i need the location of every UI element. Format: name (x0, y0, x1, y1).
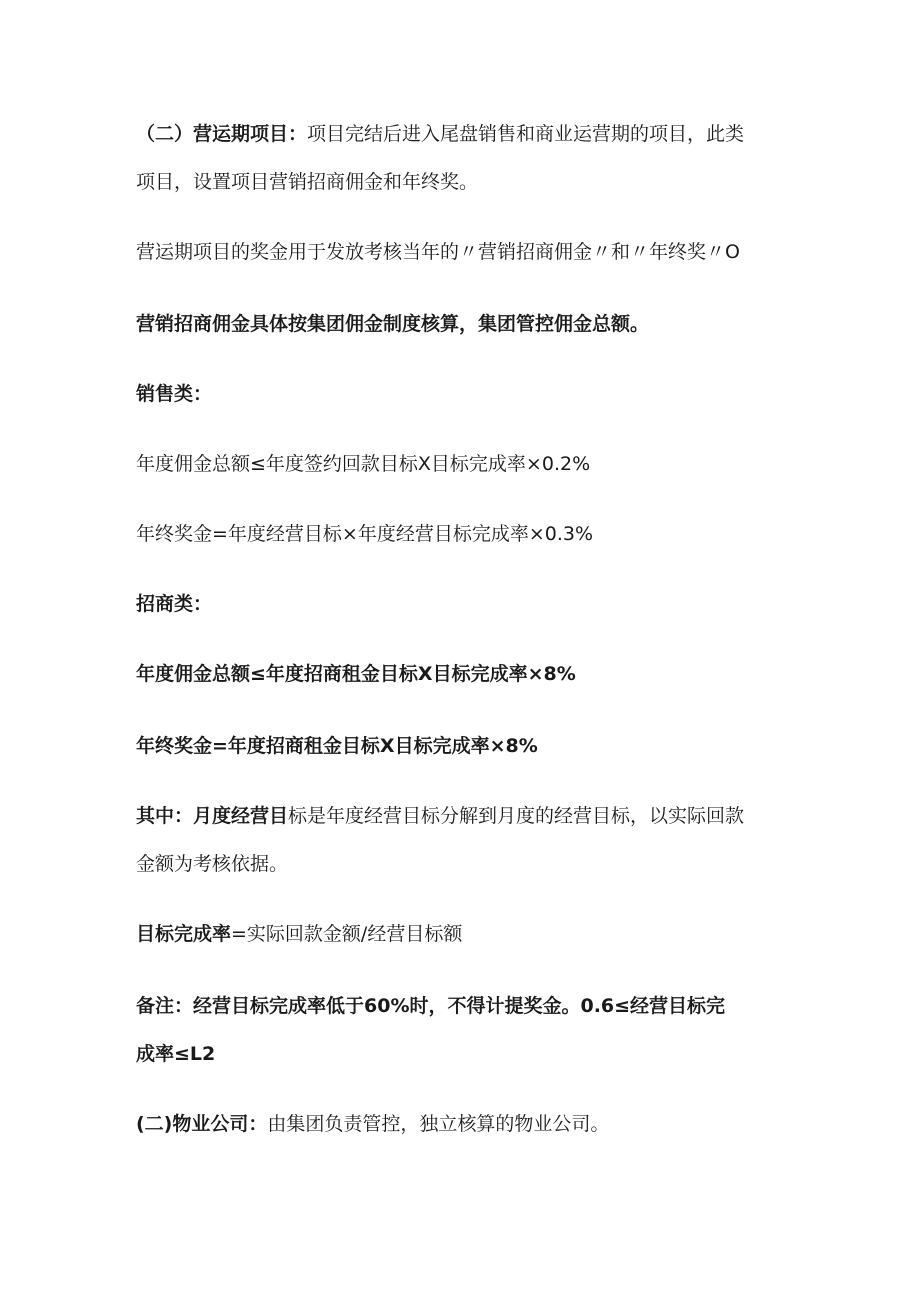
sales-formula-commission: 年度佣金总额≤年度签约回款目标X目标完成率×0.2% (136, 453, 591, 475)
sales-heading: 销售类： (136, 383, 213, 405)
completion-rate-formula: =实际回款金额/经营目标额 (231, 923, 463, 945)
leasing-heading: 招商类： (136, 593, 213, 615)
monthly-note-label: 其中：月度经营目 (136, 805, 289, 827)
commission-rule-paragraph: 营销招商佣金具体按集团佣金制度核算，集团管控佣金总额。 (136, 313, 650, 335)
sales-formula-bonus: 年终奖金=年度经营目标×年度经营目标完成率×0.3% (136, 523, 594, 545)
remark-line2: 成率≤L2 (136, 1043, 216, 1065)
section1-line2: 项目，设置项目营销招商佣金和年终奖。 (136, 171, 479, 193)
remark-line1: 备注：经营目标完成率低于60%时，不得计提奖金。0.6≤经营目标完 (136, 995, 726, 1017)
monthly-note-line1 (136, 804, 744, 828)
section1-line1 (136, 122, 744, 146)
leasing-formula-bonus: 年终奖金=年度招商租金目标X目标完成率×8% (136, 735, 538, 757)
section1-text: 项目完结后进入尾盘销售和商业运营期的项目，此类 (307, 123, 745, 145)
monthly-note-text: 标是年度经营目标分解到月度的经营目标，以实际回款 (288, 805, 745, 827)
section2-line (136, 1112, 609, 1136)
completion-rate-definition (136, 922, 462, 946)
monthly-note-line2: 金额为考核依据。 (136, 853, 289, 875)
leasing-formula-commission: 年度佣金总额≤年度招商租金目标X目标完成率×8% (136, 663, 576, 685)
completion-rate-label: 目标完成率 (136, 923, 232, 945)
bonus-use-paragraph: 营运期项目的奖金用于发放考核当年的〃营销招商佣金〃和〃年终奖〃O (136, 241, 740, 263)
section1-heading: （二）营运期项目： (136, 123, 308, 145)
section2-text: 由集团负责管控，独立核算的物业公司。 (267, 1113, 610, 1135)
section2-heading: (二)物业公司： (136, 1113, 268, 1135)
